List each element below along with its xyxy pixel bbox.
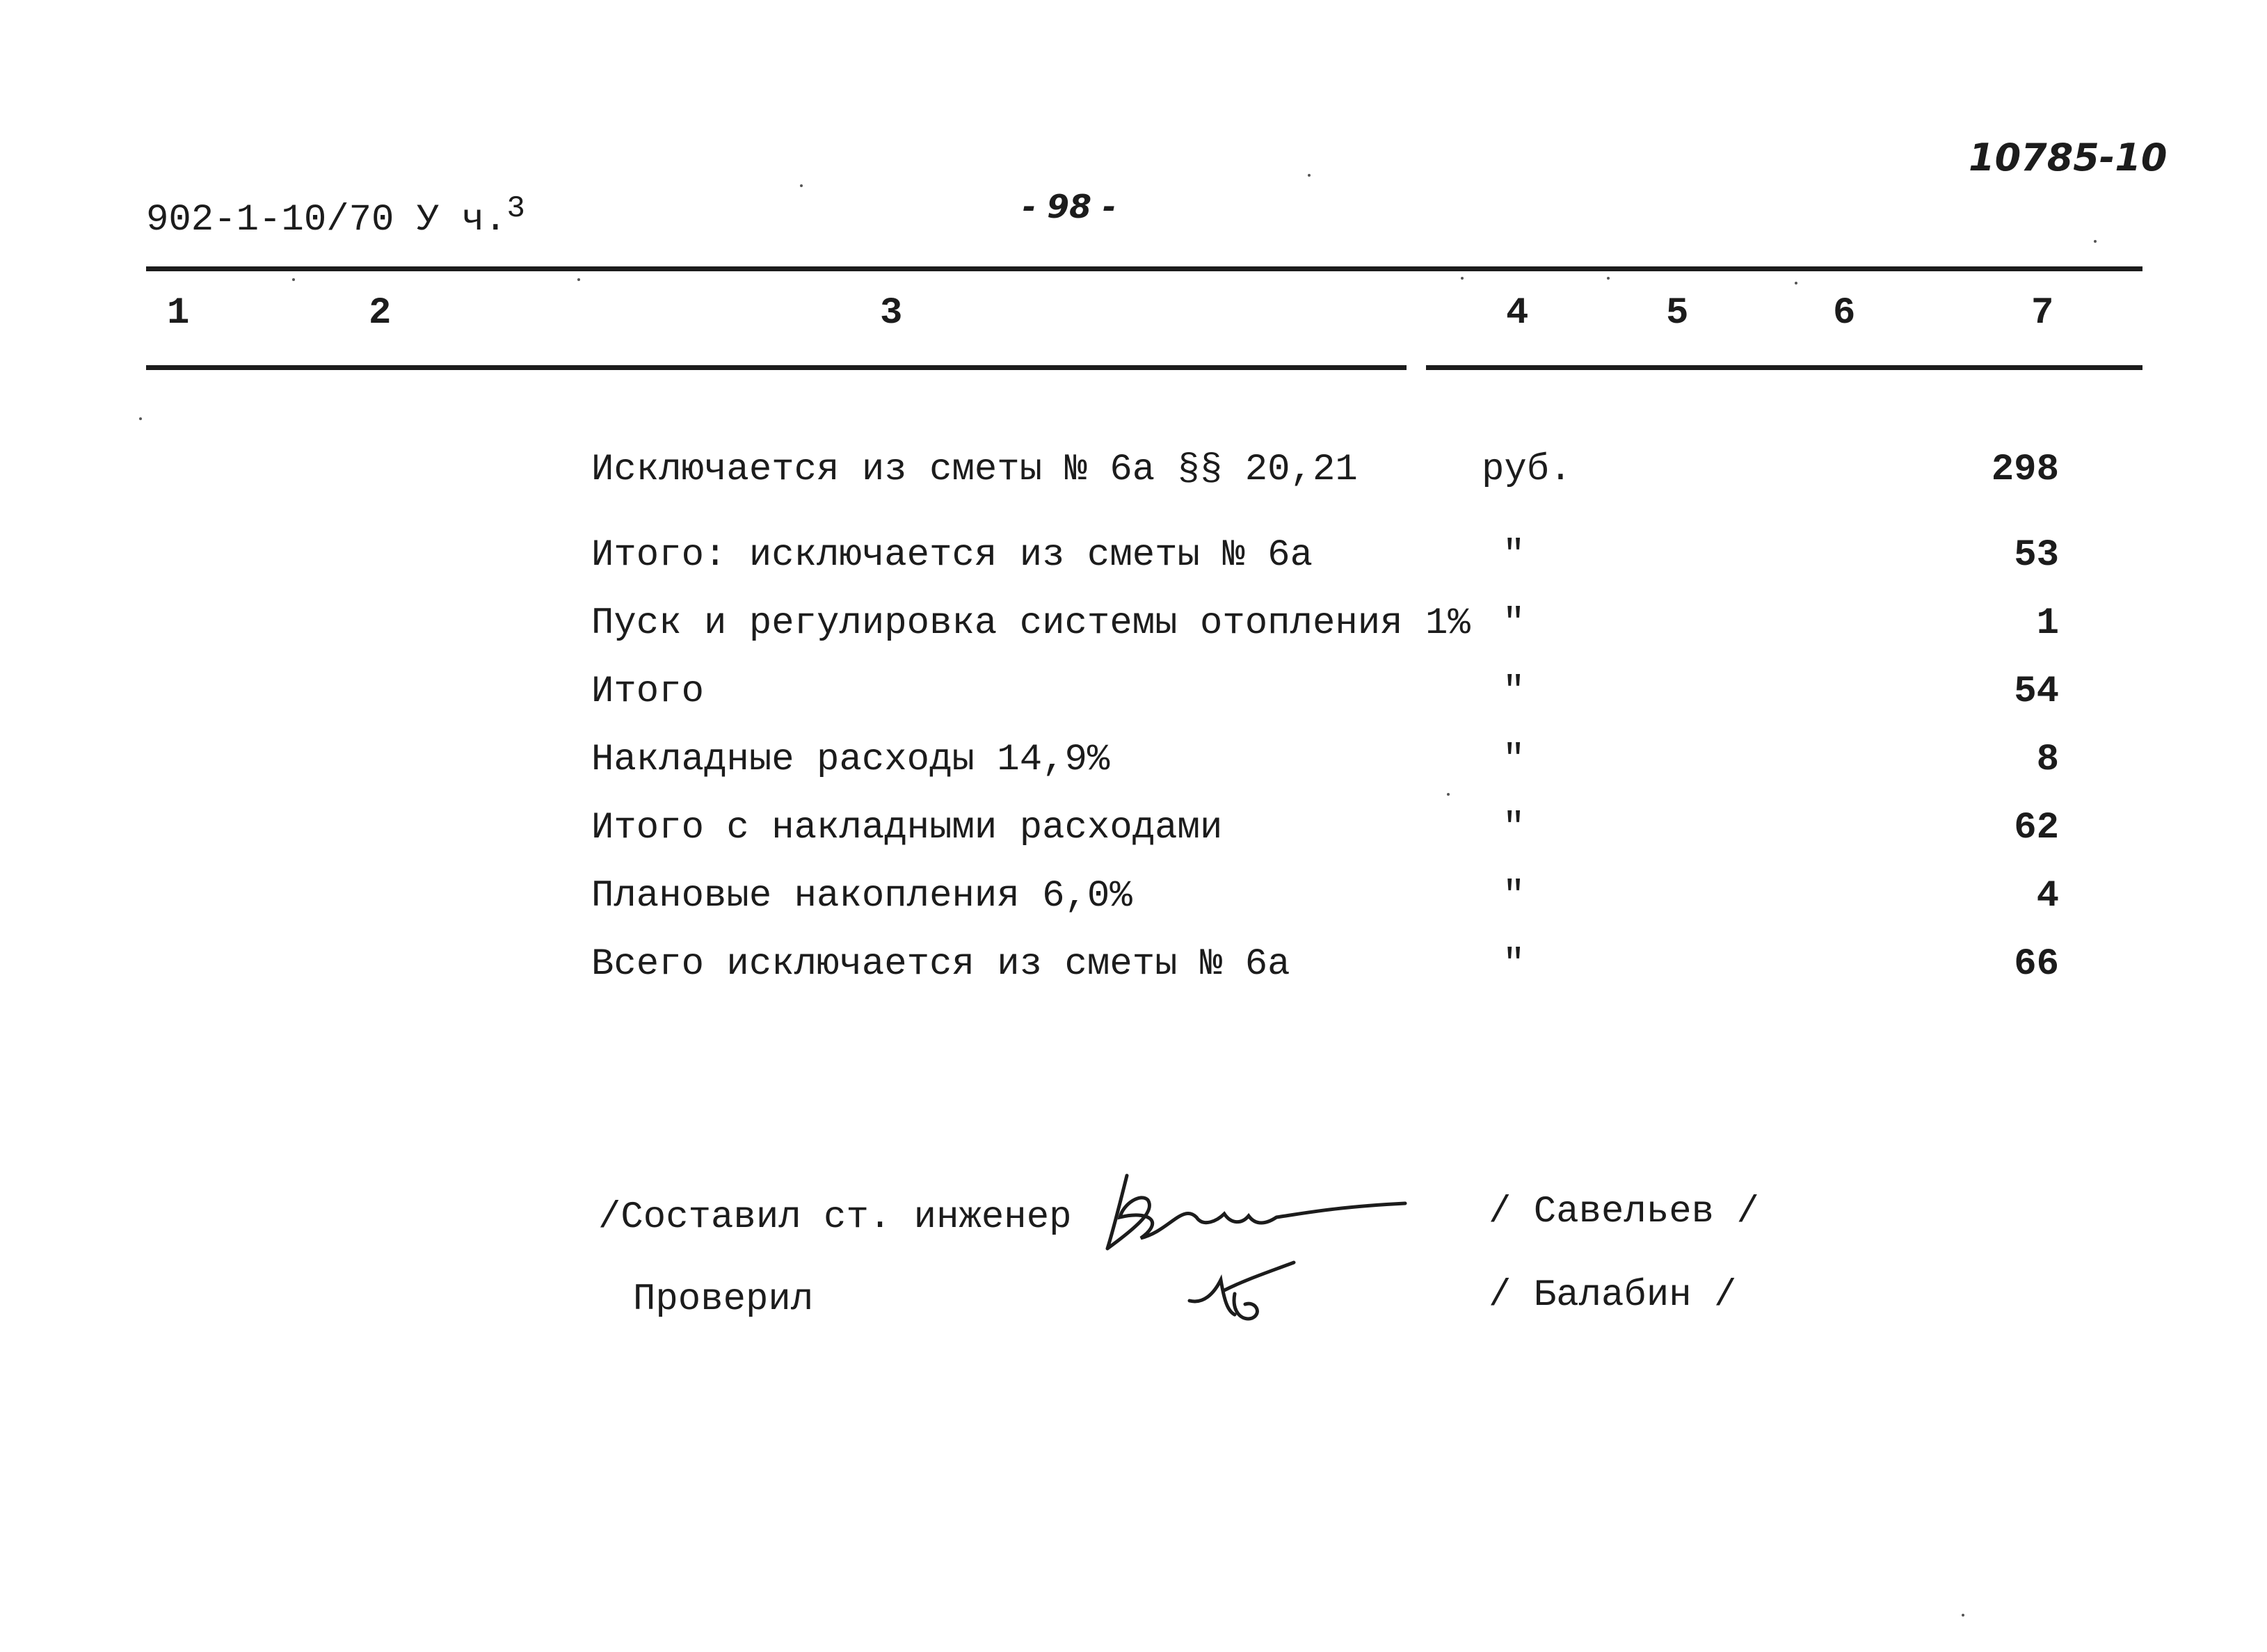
column-header-2: 2 [369, 292, 392, 335]
table-row-value: 298 [1991, 449, 2059, 491]
table-row-value: 1 [2036, 602, 2059, 645]
table-row-text: Накладные расходы 14,9% [591, 739, 1110, 781]
column-header-4: 4 [1506, 292, 1529, 335]
column-header-5: 5 [1666, 292, 1689, 335]
table-row-value: 53 [2014, 534, 2059, 577]
document-code [146, 191, 525, 241]
table-header-bottom-rule-left [146, 365, 1407, 370]
table-row-value: 54 [2014, 671, 2059, 713]
table-row-value: 66 [2014, 943, 2059, 986]
scan-speck [2094, 240, 2097, 243]
table-row-text: Плановые накопления 6,0% [591, 875, 1132, 917]
scan-speck [1795, 282, 1797, 284]
table-row-unit: " [1503, 534, 1525, 577]
archive-number: 10785-10 [1969, 136, 2168, 179]
scan-speck [800, 184, 803, 187]
scan-speck [139, 417, 142, 420]
table-row-unit: " [1503, 943, 1525, 986]
table-row-text: Итого: исключается из сметы № 6а [591, 534, 1313, 577]
table-row-unit: " [1503, 739, 1525, 781]
table-row-text: Пуск и регулировка системы отопления 1% [591, 602, 1471, 645]
table-top-rule [146, 266, 2142, 271]
signature-checked [1183, 1252, 1308, 1329]
checked-by-label: Проверил [633, 1278, 814, 1321]
table-header-bottom-rule-right [1426, 365, 2142, 370]
scan-speck [1607, 277, 1610, 280]
column-header-7: 7 [2031, 292, 2054, 335]
table-row-unit: " [1503, 807, 1525, 849]
table-row-value: 62 [2014, 807, 2059, 849]
column-header-3: 3 [880, 292, 903, 335]
table-row-unit: " [1503, 875, 1525, 917]
table-row-unit: " [1503, 671, 1525, 713]
table-row-text: Всего исключается из сметы № 6а [591, 943, 1290, 986]
checked-by-name: / Балабин / [1489, 1274, 1737, 1317]
scan-speck [1447, 793, 1450, 796]
table-row-text: Итого с накладными расходами [591, 807, 1223, 849]
signature-compiled [1099, 1162, 1419, 1259]
scan-speck [577, 278, 580, 281]
scan-speck [1962, 1614, 1964, 1617]
document-part: 3 [506, 191, 525, 226]
column-header-6: 6 [1833, 292, 1856, 335]
table-row-unit: " [1503, 602, 1525, 645]
page-number: - 98 - [1023, 188, 1116, 225]
scan-speck [292, 278, 295, 281]
compiled-by-name: / Савельев / [1489, 1191, 1759, 1233]
table-row-text: Исключается из сметы № 6а §§ 20,21 [591, 449, 1358, 491]
compiled-by-label: /Составил ст. инженер [598, 1196, 1072, 1239]
table-row-text: Итого [591, 671, 705, 713]
scan-speck [1461, 277, 1464, 280]
table-row-value: 4 [2036, 875, 2059, 917]
column-header-1: 1 [167, 292, 190, 335]
table-row-value: 8 [2036, 739, 2059, 781]
document-code-text: 902-1-10/70 У ч. [146, 199, 507, 241]
scan-speck [1308, 174, 1311, 177]
table-row-unit: руб. [1482, 449, 1572, 491]
